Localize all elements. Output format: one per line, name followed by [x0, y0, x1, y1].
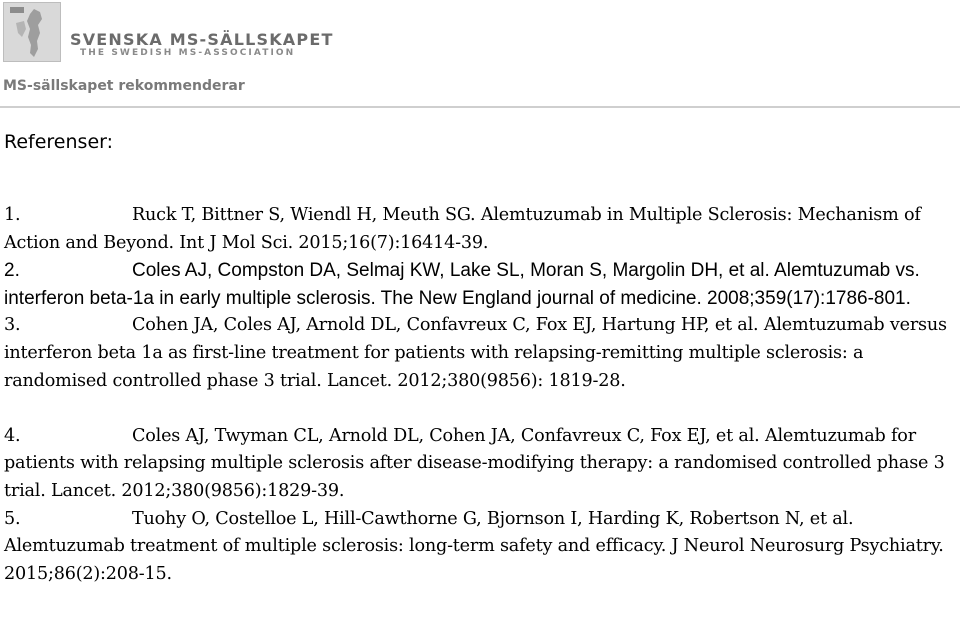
- ms-association-logo-icon: [3, 2, 61, 62]
- reference-item: [4, 506, 959, 589]
- reference-list: [4, 202, 959, 588]
- reference-details: Alemtuzumab vs. interferon beta-1a in early multiple sclerosis. The New England journal of medicine. 2008;359(17):1786-801.: [4, 260, 920, 309]
- section-caption: MS-sällskapet rekommenderar: [3, 78, 245, 94]
- reference-number: 2.: [4, 260, 20, 282]
- reference-number: 1.: [4, 205, 21, 225]
- reference-number: 5.: [4, 508, 21, 529]
- map-logo-icon: [4, 3, 61, 62]
- reference-authors: Coles AJ, Compston DA, Selmaj KW, Lake SL, Moran S, Margolin DH, et al.: [132, 260, 770, 282]
- reference-details: Mechanism of Action and Beyond. Int J Mol Sci. 2015;16(7):16414-39.: [4, 205, 921, 253]
- reference-item: [4, 312, 959, 395]
- reference-item: [4, 257, 959, 312]
- brand-subtitle: THE SWEDISH MS-ASSOCIATION: [80, 48, 296, 58]
- reference-authors: Cohen JA, Coles AJ, Arnold DL, Confavreux C, Fox EJ, Hartung HP, et al.: [132, 315, 759, 336]
- reference-authors: Coles AJ, Twyman CL, Arnold DL, Cohen JA, Confavreux C, Fox EJ, et al.: [132, 425, 760, 446]
- reference-authors: Ruck T, Bittner S, Wiendl H, Meuth SG. Alemtuzumab in Multiple Sclerosis:: [132, 205, 793, 225]
- reference-number: 4.: [4, 425, 21, 446]
- reference-authors: Tuohy O, Costelloe L, Hill-Cawthorne G, Bjornson I, Harding K, Robertson N, et al.: [132, 508, 854, 529]
- reference-details: Alemtuzumab for patients with relapsing multiple sclerosis after disease-modifying therapy: a randomised controlled phase 3 trial. Lancet. 2012;380(9856):1829-39.: [4, 425, 945, 501]
- reference-item: [4, 423, 959, 506]
- reference-details: Alemtuzumab versus interferon beta 1a as first-line treatment for patients with relapsing-remitting multiple sclerosis: a randomised controlled phase 3 trial. Lancet. 2012;380(9856): 1819-28.: [4, 315, 947, 391]
- header-divider: [0, 106, 960, 108]
- reference-details: Alemtuzumab treatment of multiple sclerosis: long-term safety and efficacy. J Neurol Neurosurg Psychiatry. 2015;86(2):208-15.: [4, 536, 944, 584]
- references-heading: Referenser:: [4, 131, 114, 153]
- brand-name: SVENSKA MS-SÄLLSKAPET: [70, 30, 334, 49]
- reference-item: [4, 202, 959, 257]
- reference-number: 3.: [4, 315, 21, 336]
- page-header: [0, 0, 960, 110]
